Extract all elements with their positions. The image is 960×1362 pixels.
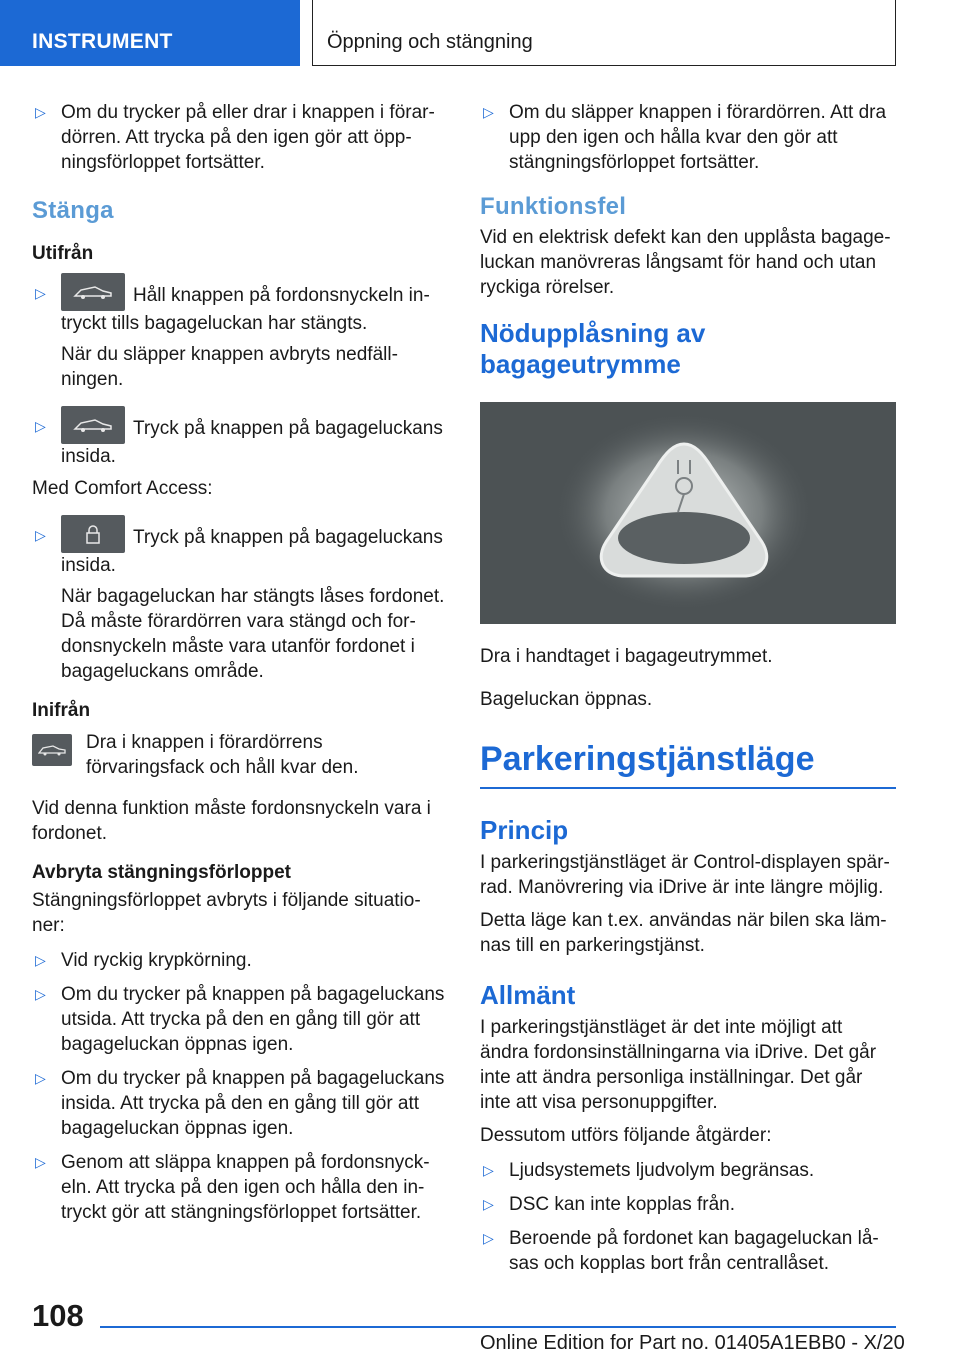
item-note: När bagageluckan har stängts låses fordonet. Då måste förardörren vara stängd och fordonsnyckeln måste vara utanför fordonet i bagageluckans område. (61, 586, 445, 682)
heading-stanga: Stänga (32, 197, 114, 224)
inifran-row (32, 730, 446, 780)
car-tailgate-button-icon (61, 406, 125, 444)
bullet-triangle-icon: ▷ (35, 418, 46, 434)
inifran-text: Dra i knappen i förardörrens förvaringsfack och håll kvar den. (86, 732, 359, 778)
list-item: ▷ Ljudsystemets ljudvolym begränsas. (483, 1160, 815, 1181)
note-text: Vid denna funktion måste fordonsnyckeln vara i fordonet. (32, 798, 431, 844)
list-item: ▷ Om du trycker på eller drar i knappen i förardörren. Att trycka på den igen gör att öppningsförloppet fortsätter. (35, 102, 435, 173)
bullet-triangle-icon: ▷ (35, 1154, 46, 1170)
allmant-text: I parkeringstjänstläget är det inte möjligt att ändra fordonsinställningarna via iDrive. Det går inte att ändra personliga inställningar. Det går inte att visa personuppgifter. (480, 1017, 877, 1113)
bullet-triangle-icon: ▷ (483, 104, 494, 120)
subheading-avbryta: Avbryta stängningsförloppet (32, 862, 291, 883)
funktionsfel-text: Vid en elektrisk defekt kan den upplåsta bagageluckan manövreras långsamt för hand och utan ryckiga rörelser. (480, 227, 891, 298)
bullet-triangle-icon: ▷ (35, 285, 46, 301)
bullet-triangle-icon: ▷ (35, 1070, 46, 1086)
list-item: ▷ Tryck på knappen på bagageluckans insida. (32, 406, 446, 469)
comfort-access-label: Med Comfort Access: (32, 478, 213, 499)
bullet-triangle-icon: ▷ (483, 1162, 494, 1178)
avbryta-list (32, 948, 446, 1225)
intro-list (32, 100, 446, 175)
list-item: ▷ Om du trycker på knappen på bagageluckans utsida. Att trycka på den en gång till gör att bagageluckan öppnas igen. (35, 984, 445, 1055)
princip-text-2: Detta läge kan t.ex. användas när bilen ska lämnas till en parkeringstjänst. (480, 910, 887, 956)
heading-allmant: Allmänt (480, 980, 576, 1010)
list-item: ▷ Tryck på knappen på bagageluckans insida. När bagageluckan har stängts låses fordonet. Då måste förardörren vara stängd och fordonsnyckeln måste vara utanför fordonet i bagageluckans område. (32, 515, 446, 684)
caption-opens: Bageluckan öppnas. (480, 689, 653, 710)
princip-text-1: I parkeringstjänstläget är Control-displayen spärrad. Manövrering via iDrive är inte längre möjlig. (480, 852, 890, 898)
list-item: ▷ Genom att släppa knappen på fordonsnyckeln. Att trycka på den igen och hålla den intryckt gör att stängningsförloppet fortsätter. (35, 1152, 430, 1223)
list-item: ▷ Om du trycker på knappen på bagageluckans insida. Att trycka på den en gång till gör att bagageluckan öppnas igen. (35, 1068, 445, 1139)
bullet-triangle-icon: ▷ (483, 1196, 494, 1212)
bullet-triangle-icon: ▷ (35, 986, 46, 1002)
right-column (480, 100, 896, 1285)
heading-parkeringstjanstlage: Parkeringstjänstläge (480, 740, 896, 789)
page-header (0, 0, 960, 66)
trunk-release-handle-image (480, 402, 896, 624)
list-item: ▷ Håll knappen på fordonsnyckeln intryckt tills bagageluckan har stängts. När du släpper knappen avbryts nedfällningen. (32, 273, 446, 392)
bullet-triangle-icon: ▷ (35, 952, 46, 968)
bullet-triangle-icon: ▷ (35, 527, 46, 543)
list-item: ▷ Om du släpper knappen i förardörren. Att dra upp den igen och hålla kvar den gör att stängningsförloppet fortsätter. (483, 102, 887, 173)
heading-princip: Princip (480, 815, 569, 845)
subheading-inifran: Inifrån (32, 700, 91, 721)
top-list (480, 100, 896, 175)
subheading-utifran: Utifrån (32, 243, 94, 264)
allmant-intro: Dessutom utförs följande åtgärder: (480, 1125, 772, 1146)
lock-button-icon (61, 515, 125, 553)
list-item: ▷ Vid ryckig krypkörning. (35, 950, 252, 971)
comfort-list (32, 515, 446, 684)
edition-text: Online Edition for Part no. 01405A1EBB0 - X/20 (480, 1332, 905, 1354)
footer-divider (100, 1326, 896, 1328)
allmant-list (480, 1158, 896, 1276)
heading-nodupplasning: Nödupplåsning av bagageutrymme (480, 318, 706, 379)
page-number: 108 (32, 1298, 84, 1333)
item-note: När du släpper knappen avbryts nedfällningen. (61, 344, 398, 390)
bullet-triangle-icon: ▷ (35, 104, 46, 120)
car-tailgate-button-icon (61, 273, 125, 311)
heading-funktionsfel: Funktionsfel (480, 193, 627, 220)
avbryta-intro: Stängningsförloppet avbryts i följande situationer: (32, 890, 421, 936)
bullet-triangle-icon: ▷ (483, 1230, 494, 1246)
chapter-title: Öppning och stängning (312, 0, 896, 66)
list-item: ▷ DSC kan inte kopplas från. (483, 1194, 736, 1215)
left-column (32, 100, 446, 1234)
utifran-list (32, 273, 446, 469)
car-tailgate-button-icon (32, 734, 72, 766)
caption-pull-handle: Dra i handtaget i bagageutrymmet. (480, 646, 773, 667)
list-item: ▷ Beroende på fordonet kan bagageluckan låsas och kopplas bort från centrallåset. (483, 1228, 879, 1274)
section-tab[interactable]: INSTRUMENT (0, 0, 300, 66)
